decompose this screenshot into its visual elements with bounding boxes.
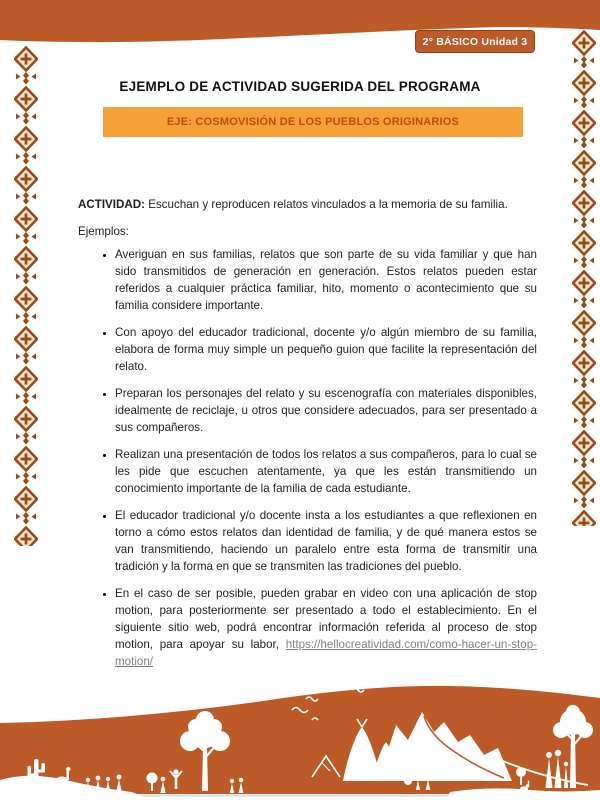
activity-content — [78, 196, 537, 680]
bullet-text: Averiguan en sus familias, relatos que son parte de su vida familiar y que han sido transmitidos de generación en generación. Estos relatos pueden estar referidos a cualquier práctica familiar, hito, momento o acontecimiento que su familia considere importante. — [115, 248, 537, 312]
unit-badge: 2° BÁSICO Unidad 3 — [415, 30, 535, 53]
andean-pattern-left-icon — [14, 46, 38, 546]
stop-motion-link[interactable]: https://hellocreatividad.com/como-hacer-un-stop-motion/ — [115, 638, 537, 668]
activity-label: ACTIVIDAD: — [78, 198, 145, 211]
examples-list — [78, 246, 537, 670]
activity-text: Escuchan y reproducen relatos vinculados a la memoria de su familia. — [144, 198, 508, 211]
bullet-text: Realizan una presentación de todos los relatos a sus compañeros, para lo cual se les pide que escuchen atentamente, ya que les están transmitiendo un conocimiento importante de la familia de cada estudiante. — [115, 448, 537, 495]
bullet-text: El educador tradicional y/o docente insta a los estudiantes a que reflexionen en torno a cómo estos relatos dan identidad de familia, y de qué manera estos se van transmitiendo, haciendo un paralelo entre esta forma de transmitir una tradición y la forma en que se transmiten las tradiciones del pueblo. — [115, 509, 537, 573]
list-item — [115, 385, 537, 436]
bullet-text: Con apoyo del educador tradicional, docente y/o algún miembro de su familia, elabora de forma muy simple un pequeño guion que facilite la representación del relato. — [115, 326, 537, 373]
examples-label: Ejemplos: — [78, 225, 129, 238]
list-item — [115, 446, 537, 497]
activity-line — [78, 196, 537, 213]
list-item — [115, 585, 537, 670]
page-title: EJEMPLO DE ACTIVIDAD SUGERIDA DEL PROGRAMA — [119, 79, 481, 94]
list-item — [115, 324, 537, 375]
eje-banner: EJE: COSMOVISIÓN DE LOS PUEBLOS ORIGINARIOS — [103, 107, 523, 137]
andean-pattern-right-icon — [572, 30, 596, 526]
list-item — [115, 246, 537, 314]
bullet-text: Preparan los personajes del relato y su escenografía con materiales disponibles, idealmente de reciclaje, u otros que considere adecuados, para ser presentado a sus compañeros. — [115, 387, 537, 434]
list-item — [115, 507, 537, 575]
landscape-illustration — [0, 680, 600, 800]
bullet-text: En el caso de ser posible, pueden grabar en video con una aplicación de stop motion, para posteriormente ser presentado a todo el establecimiento. En el siguiente sitio web, podrá encontrar información referida al proceso de stop motion, para apoyar su labor, — [115, 587, 537, 651]
